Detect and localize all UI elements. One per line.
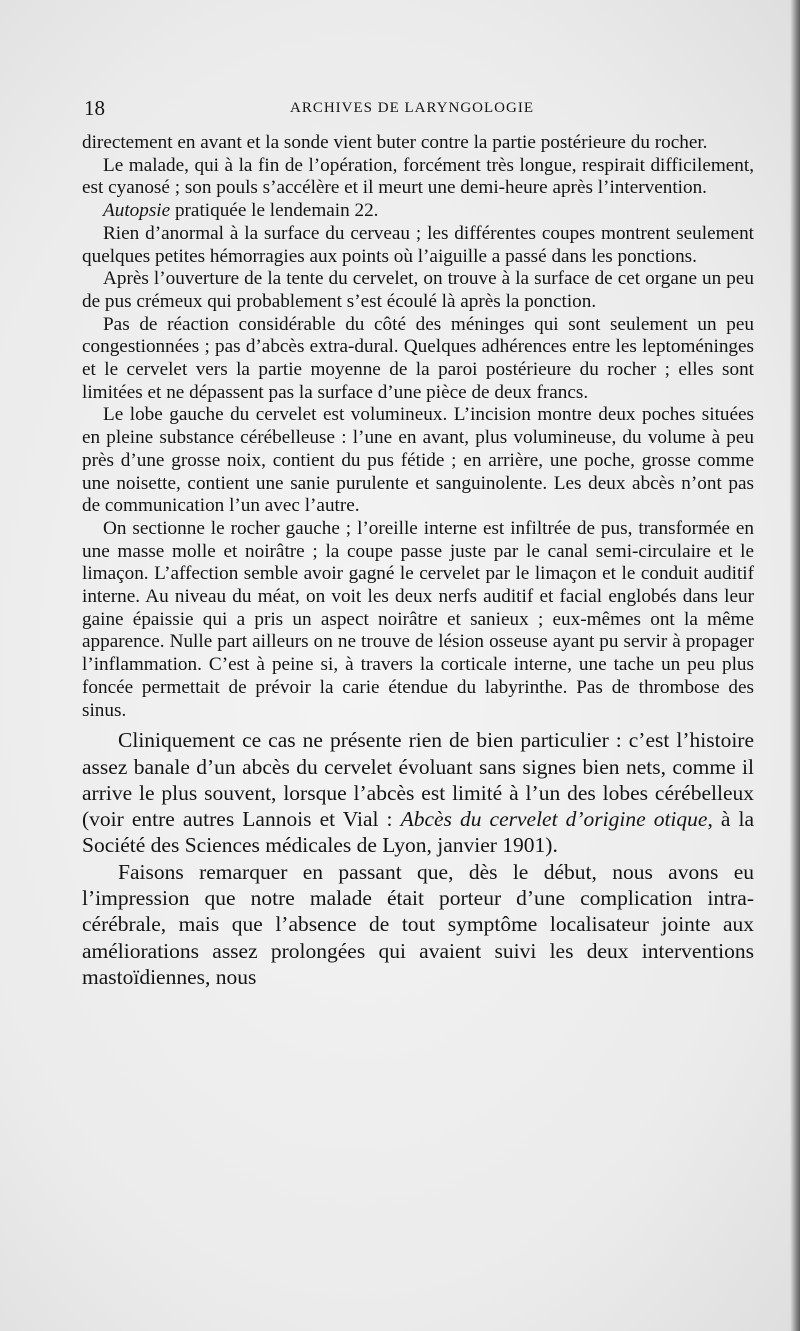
paragraph: Pas de réaction considérable du côté des méninges qui sont seulement un peu congestionnées ; pas d’abcès extra-dural. Quelques adhérences entre les leptoméninges et le cervelet vers la partie moyenne de la paroi postérieure du rocher ; elles sont limitées et ne dépassent pas la surface d’une pièce de deux francs. <box>82 313 754 403</box>
paragraph: On sectionne le rocher gauche ; l’oreille interne est infiltrée de pus, transformée en une masse molle et noirâtre ; la coupe passe juste par le canal semi-circulaire et le limaçon. L’affection semble avoir gagné le cervelet par le limaçon et le conduit auditif interne. Au niveau du méat, on voit les deux nerfs auditif et facial englobés dans leur gaine épaissie qui a pris un aspect noirâtre et sanieux ; eux-mêmes ont la même apparence. Nulle part ailleurs on ne trouve de lésion osseuse ayant pu servir à propager l’inflammation. C’est à peine si, à travers la corticale interne, une tache un peu plus foncée permettait de prévoir la carie étendue du labyrinthe. Pas de thrombose des sinus. <box>82 517 754 721</box>
paragraph <box>82 727 754 858</box>
paragraph-text: , à la Société des Sciences médicales de Lyon, janvier 1901). <box>82 807 754 858</box>
cited-title: Abcès du cervelet d’origine otique <box>400 807 708 832</box>
page-header <box>84 96 754 124</box>
paragraph: Rien d’anormal à la surface du cerveau ; les différentes coupes montrent seulement quelques petites hémorragies aux points où l’aiguille a passé dans les ponctions. <box>82 222 754 267</box>
page-number: 18 <box>84 96 105 120</box>
commentary-text <box>82 727 754 990</box>
paragraph: directement en avant et la sonde vient buter contre la partie postérieure du rocher. <box>82 132 708 153</box>
autopsie-heading: Autopsie <box>103 200 171 222</box>
observation-text <box>82 132 754 722</box>
page-body <box>82 132 754 990</box>
paragraph: Faisons remarquer en passant que, dès le début, nous avons eu l’impression que notre malade était porteur d’une complication intra-cérébrale, mais que l’absence de tout symptôme localisateur jointe aux améliorations assez prolongées qui avaient suivi les deux interventions mastoïdiennes, nous <box>82 859 754 989</box>
page-edge-shadow <box>790 0 800 1331</box>
paragraph-text: Cliniquement ce cas ne présente rien de bien particulier : c’est l’histoire assez banale d’un abcès du cervelet évoluant sans signes bien nets, comme il arrive le plus souvent, lorsque l’abcès est limité à l’un des lobes cérébelleux (voir entre autres Lannois et Vial : <box>82 728 754 832</box>
paragraph: Le lobe gauche du cervelet est volumineux. L’incision montre deux poches situées en pleine substance cérébelleuse : l’une en avant, plus volumineuse, du volume à peu près d’une grosse noix, contient du pus fétide ; en arrière, une poche, grosse comme une noisette, contient une sanie purulente et sanguinolente. Les deux abcès n’ont pas de communication l’un avec l’autre. <box>82 404 754 517</box>
paragraph <box>82 200 754 223</box>
running-head: ARCHIVES DE LARYNGOLOGIE <box>290 100 534 116</box>
paragraph: Après l’ouverture de la tente du cervelet, on trouve à la surface de cet organe un peu de pus crémeux qui probablement s’est écoulé là après la ponction. <box>82 268 754 312</box>
paragraph: Le malade, qui à la fin de l’opération, forcément très longue, respirait difficilement, est cyanosé ; son pouls s’accélère et il meurt une demi-heure après l’intervention. <box>82 154 754 199</box>
autopsie-date: pratiquée le lendemain 22. <box>170 200 379 222</box>
